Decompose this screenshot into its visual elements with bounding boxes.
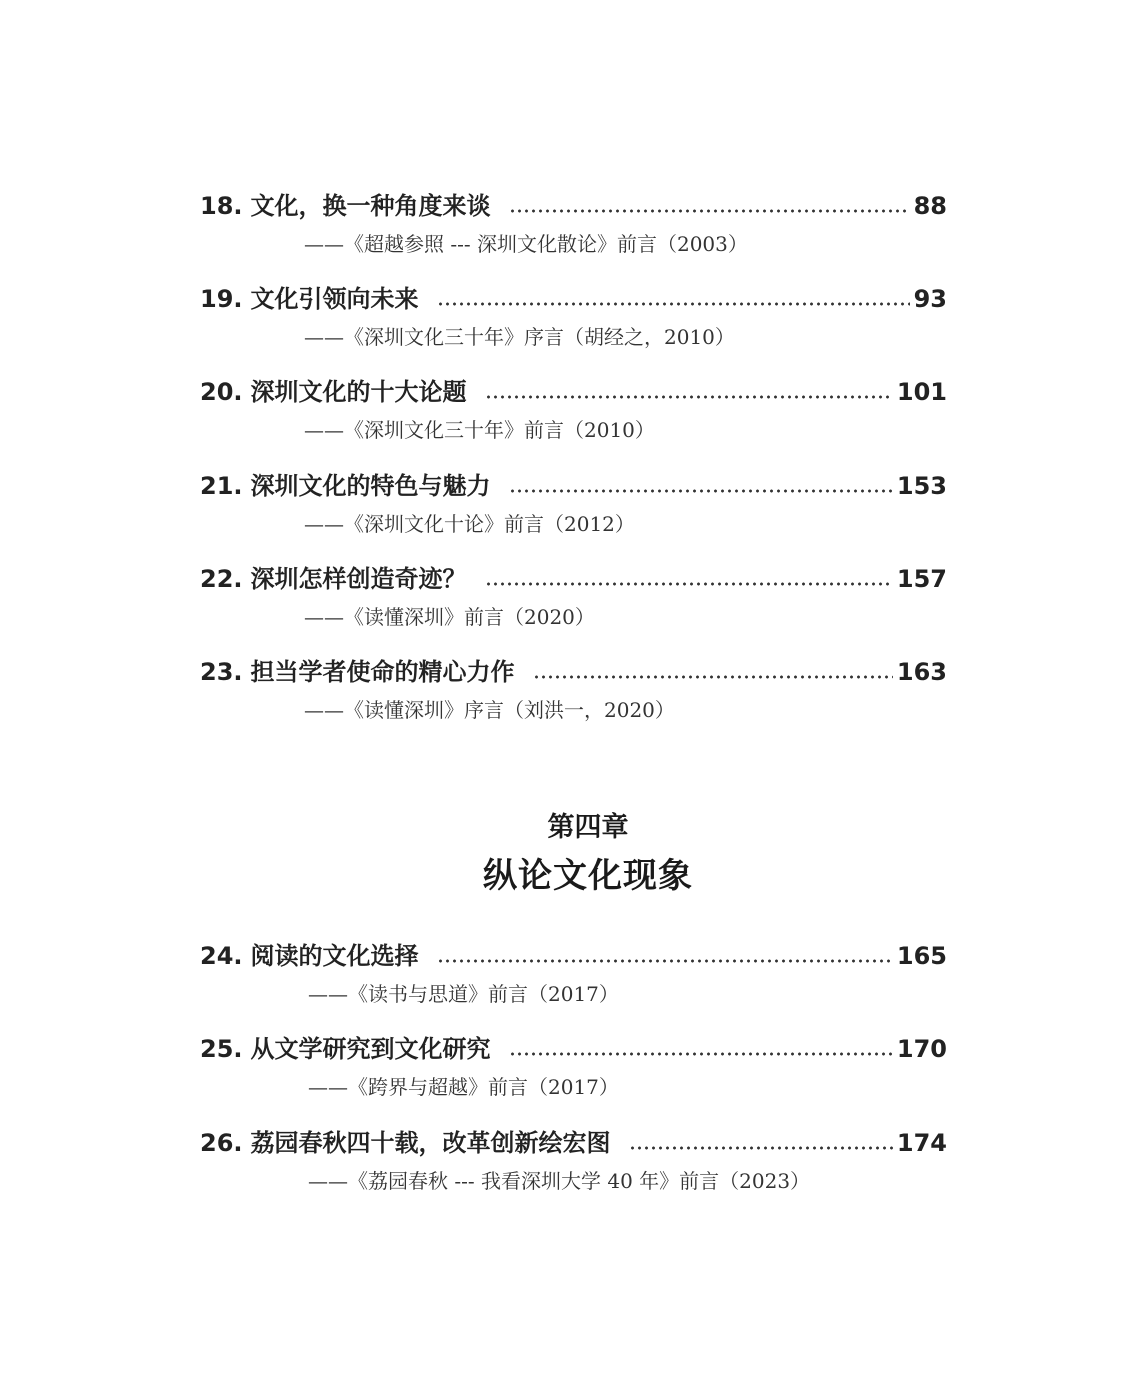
- entry-source: ——《读懂深圳》序言（刘洪一，2020）: [304, 698, 675, 722]
- dot-leader: [509, 489, 893, 493]
- entry-number: 23.: [200, 658, 243, 686]
- entry-heading: [200, 1031, 947, 1067]
- entry-heading: [200, 561, 947, 597]
- entry-title: 担当学者使命的精心力作: [250, 658, 515, 686]
- toc-entry-26[interactable]: [200, 1125, 947, 1197]
- entry-number: 18.: [200, 192, 243, 220]
- toc-entry-22[interactable]: [200, 561, 947, 633]
- entry-title: 从文学研究到文化研究: [250, 1035, 491, 1063]
- entry-heading: [200, 374, 947, 410]
- dot-leader: [509, 209, 910, 213]
- entry-page-number: 88: [913, 192, 947, 220]
- toc-entry-23[interactable]: [200, 654, 947, 726]
- entry-number: 22.: [200, 565, 243, 593]
- entry-heading: [200, 1125, 947, 1161]
- entry-number: 26.: [200, 1129, 243, 1157]
- entry-source: ——《深圳文化三十年》前言（2010）: [304, 418, 655, 442]
- entry-heading: [200, 938, 947, 974]
- entry-title: 文化引领向未来: [250, 285, 419, 313]
- entry-number: 24.: [200, 942, 243, 970]
- entry-source: ——《跨界与超越》前言（2017）: [308, 1075, 619, 1099]
- chapter-number: 第四章: [547, 812, 629, 843]
- entry-title: 阅读的文化选择: [250, 942, 419, 970]
- entry-page-number: 163: [896, 658, 947, 686]
- entry-source: ——《深圳文化十论》前言（2012）: [304, 512, 635, 536]
- entry-number: 21.: [200, 472, 243, 500]
- entry-page-number: 170: [896, 1035, 947, 1063]
- dot-leader: [533, 675, 893, 679]
- toc-entry-21[interactable]: [200, 468, 947, 540]
- entry-page-number: 165: [896, 942, 947, 970]
- entry-number: 19.: [200, 285, 243, 313]
- dot-leader: [629, 1146, 893, 1150]
- entry-page-number: 153: [896, 472, 947, 500]
- dot-leader: [437, 959, 893, 963]
- entry-heading: [200, 468, 947, 504]
- entry-page-number: 93: [913, 285, 947, 313]
- entry-page-number: 101: [896, 378, 947, 406]
- entry-title: 文化，换一种角度来谈: [250, 192, 491, 220]
- entry-source: ——《读书与思道》前言（2017）: [308, 982, 619, 1006]
- dot-leader: [485, 395, 893, 399]
- entry-page-number: 157: [896, 565, 947, 593]
- entry-title: 深圳文化的特色与魅力: [250, 472, 491, 500]
- entry-title: 深圳怎样创造奇迹？: [250, 565, 467, 593]
- entry-heading: [200, 654, 947, 690]
- toc-entry-18[interactable]: [200, 188, 947, 260]
- toc-entry-24[interactable]: [200, 938, 947, 1010]
- entry-number: 25.: [200, 1035, 243, 1063]
- entry-title: 荔园春秋四十载，改革创新绘宏图: [250, 1129, 611, 1157]
- entry-heading: [200, 281, 947, 317]
- entry-heading: [200, 188, 947, 224]
- entry-page-number: 174: [896, 1129, 947, 1157]
- entry-source: ——《读懂深圳》前言（2020）: [304, 605, 595, 629]
- toc-entry-20[interactable]: [200, 374, 947, 446]
- entry-source: ——《深圳文化三十年》序言（胡经之，2010）: [304, 325, 735, 349]
- entry-number: 20.: [200, 378, 243, 406]
- dot-leader: [509, 1052, 893, 1056]
- chapter-title: 纵论文化现象: [483, 856, 693, 896]
- dot-leader: [437, 302, 910, 306]
- entry-title: 深圳文化的十大论题: [250, 378, 467, 406]
- toc-entry-25[interactable]: [200, 1031, 947, 1103]
- toc-entry-19[interactable]: [200, 281, 947, 353]
- entry-source: ——《超越参照 --- 深圳文化散论》前言（2003）: [304, 232, 748, 256]
- dot-leader: [485, 582, 893, 586]
- entry-source: ——《荔园春秋 --- 我看深圳大学 40 年》前言（2023）: [308, 1169, 811, 1193]
